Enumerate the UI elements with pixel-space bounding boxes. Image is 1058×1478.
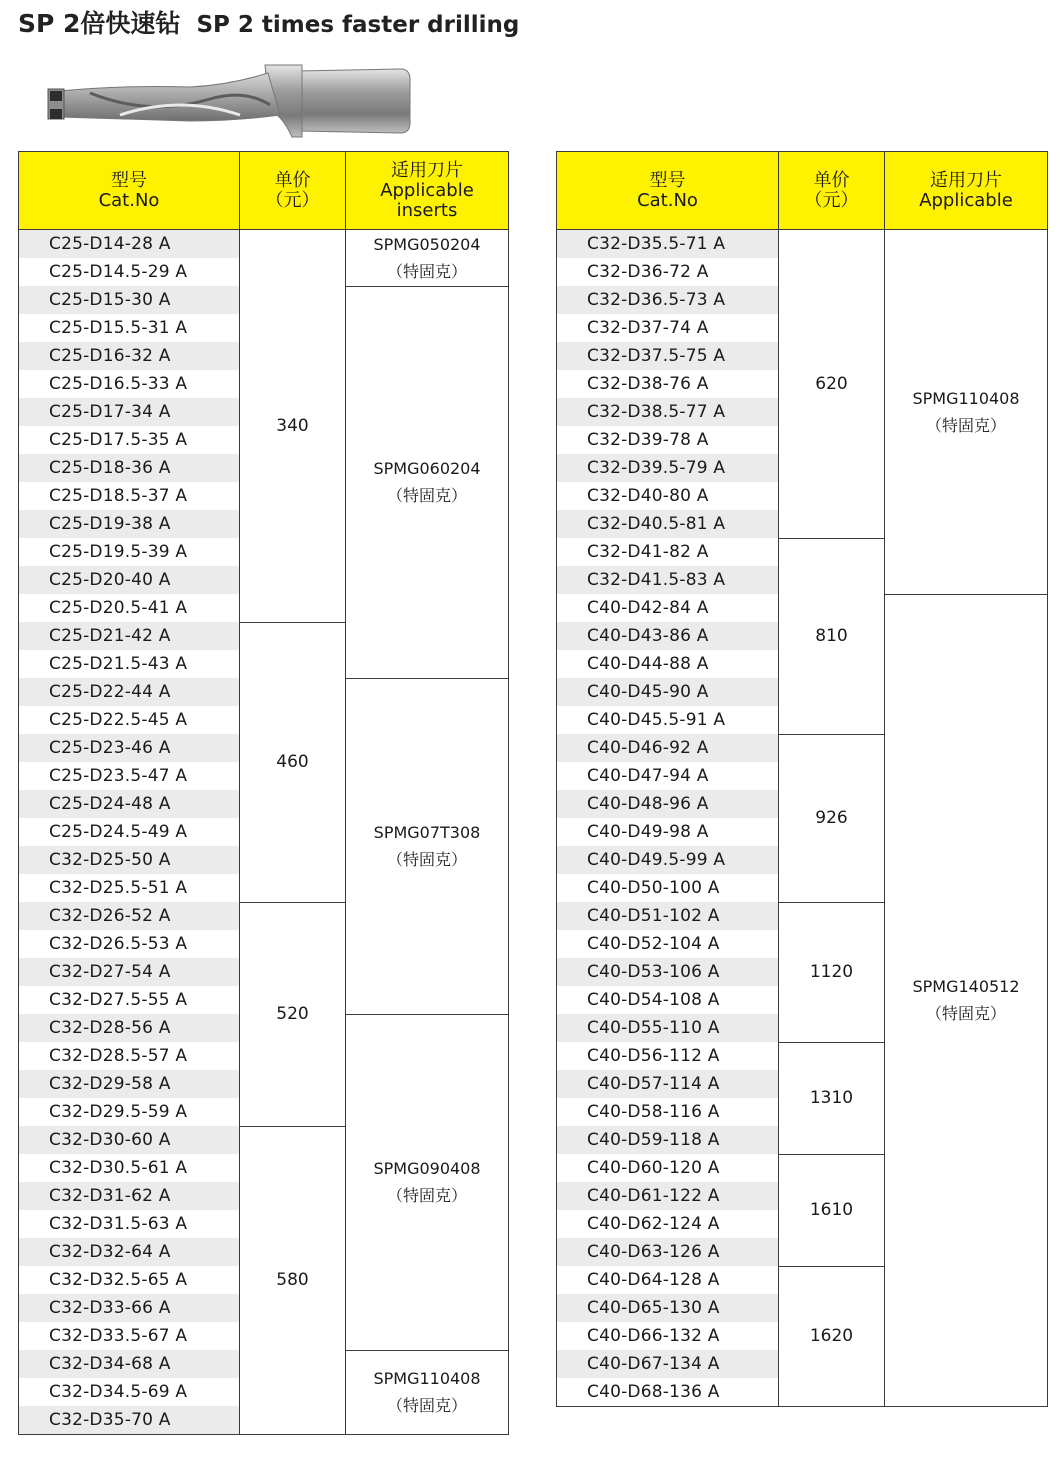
insert-cell <box>346 678 509 1014</box>
cat-no-cell: C40-D64-128 A <box>557 1266 779 1294</box>
price-cell: 580 <box>240 1126 346 1435</box>
cat-no-cell: C32-D38.5-77 A <box>557 398 779 426</box>
cat-no-cell: C25-D23-46 A <box>19 734 240 762</box>
insert-code: SPMG07T308 <box>373 823 481 842</box>
cat-no-cell: C40-D49-98 A <box>557 818 779 846</box>
cat-no-cell: C32-D25.5-51 A <box>19 874 240 902</box>
insert-cell <box>885 594 1048 1407</box>
cat-no-cell: C25-D21.5-43 A <box>19 650 240 678</box>
insert-code: SPMG050204 <box>373 234 481 254</box>
drill-bit-icon <box>30 55 440 147</box>
header-price-cn: 单价 <box>274 169 311 191</box>
cat-no-cell: C32-D36.5-73 A <box>557 286 779 314</box>
cat-no-cell: C40-D45-90 A <box>557 678 779 706</box>
insert-brand: （特固克） <box>386 486 467 505</box>
cat-no-cell: C40-D65-130 A <box>557 1294 779 1322</box>
cat-no-cell: C40-D60-120 A <box>557 1154 779 1182</box>
cat-no-cell: C32-D39-78 A <box>557 426 779 454</box>
cat-no-cell: C32-D30.5-61 A <box>19 1154 240 1182</box>
cat-no-cell: C25-D19.5-39 A <box>19 538 240 566</box>
cat-no-cell: C32-D40-80 A <box>557 482 779 510</box>
price-cell: 1310 <box>779 1042 885 1154</box>
cat-no-cell: C25-D21-42 A <box>19 622 240 650</box>
insert-brand: （特固克） <box>386 850 467 869</box>
price-cell: 1610 <box>779 1154 885 1266</box>
cat-no-cell: C32-D36-72 A <box>557 258 779 286</box>
insert-code: SPMG140512 <box>912 977 1020 997</box>
cat-no-cell: C40-D52-104 A <box>557 930 779 958</box>
cat-no-cell: C25-D24.5-49 A <box>19 818 240 846</box>
cat-no-cell: C40-D48-96 A <box>557 790 779 818</box>
table-row <box>19 230 509 259</box>
header-model-cn: 型号 <box>649 169 686 191</box>
cat-no-cell: C40-D56-112 A <box>557 1042 779 1070</box>
cat-no-cell: C32-D30-60 A <box>19 1126 240 1154</box>
cat-no-cell: C40-D54-108 A <box>557 986 779 1014</box>
cat-no-cell: C32-D35-70 A <box>19 1406 240 1435</box>
cat-no-cell: C40-D68-136 A <box>557 1378 779 1407</box>
header-insert-cn: 适用刀片 <box>391 159 463 181</box>
cat-no-cell: C40-D45.5-91 A <box>557 706 779 734</box>
insert-code: SPMG090408 <box>373 1159 481 1178</box>
cat-no-cell: C40-D47-94 A <box>557 762 779 790</box>
title-chinese: SP 2倍快速钻 <box>18 9 181 38</box>
cat-no-cell: C40-D57-114 A <box>557 1070 779 1098</box>
price-cell: 620 <box>779 230 885 539</box>
insert-cell <box>346 286 509 678</box>
cat-no-cell: C25-D22-44 A <box>19 678 240 706</box>
cat-no-cell: C32-D33.5-67 A <box>19 1322 240 1350</box>
cat-no-cell: C25-D16-32 A <box>19 342 240 370</box>
left-spec-table <box>18 151 509 1435</box>
cat-no-cell: C25-D23.5-47 A <box>19 762 240 790</box>
cat-no-cell: C40-D66-132 A <box>557 1322 779 1350</box>
insert-cell <box>346 1350 509 1435</box>
price-cell: 520 <box>240 902 346 1126</box>
cat-no-cell: C25-D18.5-37 A <box>19 482 240 510</box>
cat-no-cell: C32-D28-56 A <box>19 1014 240 1042</box>
header-insert-cn: 适用刀片 <box>930 169 1002 191</box>
insert-brand: （特固克） <box>386 261 467 281</box>
price-cell: 810 <box>779 538 885 734</box>
price-cell: 340 <box>240 230 346 623</box>
insert-brand: （特固克） <box>386 1186 467 1205</box>
cat-no-cell: C32-D41-82 A <box>557 538 779 566</box>
header-price-unit: （元） <box>265 189 320 211</box>
header-insert-en: Applicable <box>380 179 474 201</box>
cat-no-cell: C32-D26-52 A <box>19 902 240 930</box>
header-model-cn: 型号 <box>111 169 147 191</box>
cat-no-cell: C32-D32.5-65 A <box>19 1266 240 1294</box>
price-cell: 1120 <box>779 902 885 1042</box>
price-cell: 460 <box>240 622 346 902</box>
header-model-en: Cat.No <box>637 189 698 211</box>
cat-no-cell: C40-D42-84 A <box>557 594 779 622</box>
insert-cell <box>346 230 509 287</box>
cat-no-cell: C25-D20.5-41 A <box>19 594 240 622</box>
cat-no-cell: C25-D20-40 A <box>19 566 240 594</box>
cat-no-cell: C40-D46-92 A <box>557 734 779 762</box>
header-insert-en-2: inserts <box>396 199 458 221</box>
header-price <box>779 152 885 230</box>
cat-no-cell: C32-D33-66 A <box>19 1294 240 1322</box>
insert-brand: （特固克） <box>386 1396 467 1416</box>
cat-no-cell: C25-D15-30 A <box>19 286 240 314</box>
cat-no-cell: C32-D25-50 A <box>19 846 240 874</box>
cat-no-cell: C32-D34.5-69 A <box>19 1378 240 1406</box>
header-model <box>557 152 779 230</box>
cat-no-cell: C40-D43-86 A <box>557 622 779 650</box>
cat-no-cell: C25-D16.5-33 A <box>19 370 240 398</box>
cat-no-cell: C40-D58-116 A <box>557 1098 779 1126</box>
cat-no-cell: C32-D40.5-81 A <box>557 510 779 538</box>
cat-no-cell: C32-D31-62 A <box>19 1182 240 1210</box>
cat-no-cell: C25-D18-36 A <box>19 454 240 482</box>
cat-no-cell: C40-D63-126 A <box>557 1238 779 1266</box>
cat-no-cell: C32-D37-74 A <box>557 314 779 342</box>
header-model-en: Cat.No <box>98 189 160 211</box>
cat-no-cell: C25-D22.5-45 A <box>19 706 240 734</box>
cat-no-cell: C32-D29.5-59 A <box>19 1098 240 1126</box>
cat-no-cell: C25-D19-38 A <box>19 510 240 538</box>
cat-no-cell: C32-D27.5-55 A <box>19 986 240 1014</box>
cat-no-cell: C40-D49.5-99 A <box>557 846 779 874</box>
cat-no-cell: C25-D14-28 A <box>19 230 240 259</box>
cat-no-cell: C40-D44-88 A <box>557 650 779 678</box>
cat-no-cell: C25-D17.5-35 A <box>19 426 240 454</box>
insert-brand: （特固克） <box>925 415 1006 435</box>
cat-no-cell: C32-D35.5-71 A <box>557 230 779 259</box>
page-title <box>18 6 519 42</box>
insert-cell <box>346 1014 509 1350</box>
header-price-cn: 单价 <box>813 169 850 191</box>
insert-code: SPMG110408 <box>912 388 1020 408</box>
cat-no-cell: C32-D41.5-83 A <box>557 566 779 594</box>
title-english: SP 2 times faster drilling <box>196 12 520 38</box>
cat-no-cell: C32-D28.5-57 A <box>19 1042 240 1070</box>
cat-no-cell: C25-D17-34 A <box>19 398 240 426</box>
cat-no-cell: C32-D27-54 A <box>19 958 240 986</box>
insert-code: SPMG060204 <box>373 459 481 478</box>
cat-no-cell: C32-D26.5-53 A <box>19 930 240 958</box>
right-spec-table <box>556 151 1048 1407</box>
cat-no-cell: C40-D53-106 A <box>557 958 779 986</box>
cat-no-cell: C32-D38-76 A <box>557 370 779 398</box>
cat-no-cell: C32-D32-64 A <box>19 1238 240 1266</box>
cat-no-cell: C32-D37.5-75 A <box>557 342 779 370</box>
cat-no-cell: C32-D39.5-79 A <box>557 454 779 482</box>
insert-brand: （特固克） <box>925 1004 1006 1024</box>
header-price <box>240 152 346 230</box>
price-cell: 1620 <box>779 1266 885 1407</box>
cat-no-cell: C25-D24-48 A <box>19 790 240 818</box>
header-price-unit: （元） <box>804 189 859 211</box>
cat-no-cell: C25-D14.5-29 A <box>19 258 240 286</box>
cat-no-cell: C40-D51-102 A <box>557 902 779 930</box>
cat-no-cell: C40-D67-134 A <box>557 1350 779 1378</box>
insert-cell <box>885 230 1048 595</box>
header-insert <box>346 152 509 230</box>
header-model <box>19 152 240 230</box>
cat-no-cell: C32-D31.5-63 A <box>19 1210 240 1238</box>
cat-no-cell: C40-D59-118 A <box>557 1126 779 1154</box>
cat-no-cell: C40-D61-122 A <box>557 1182 779 1210</box>
cat-no-cell: C40-D62-124 A <box>557 1210 779 1238</box>
header-insert-en: Applicable <box>919 189 1013 211</box>
header-insert <box>885 152 1048 230</box>
cat-no-cell: C40-D55-110 A <box>557 1014 779 1042</box>
cat-no-cell: C40-D50-100 A <box>557 874 779 902</box>
cat-no-cell: C32-D29-58 A <box>19 1070 240 1098</box>
cat-no-cell: C32-D34-68 A <box>19 1350 240 1378</box>
cat-no-cell: C25-D15.5-31 A <box>19 314 240 342</box>
table-row <box>557 230 1048 259</box>
price-cell: 926 <box>779 734 885 902</box>
insert-code: SPMG110408 <box>373 1369 481 1389</box>
